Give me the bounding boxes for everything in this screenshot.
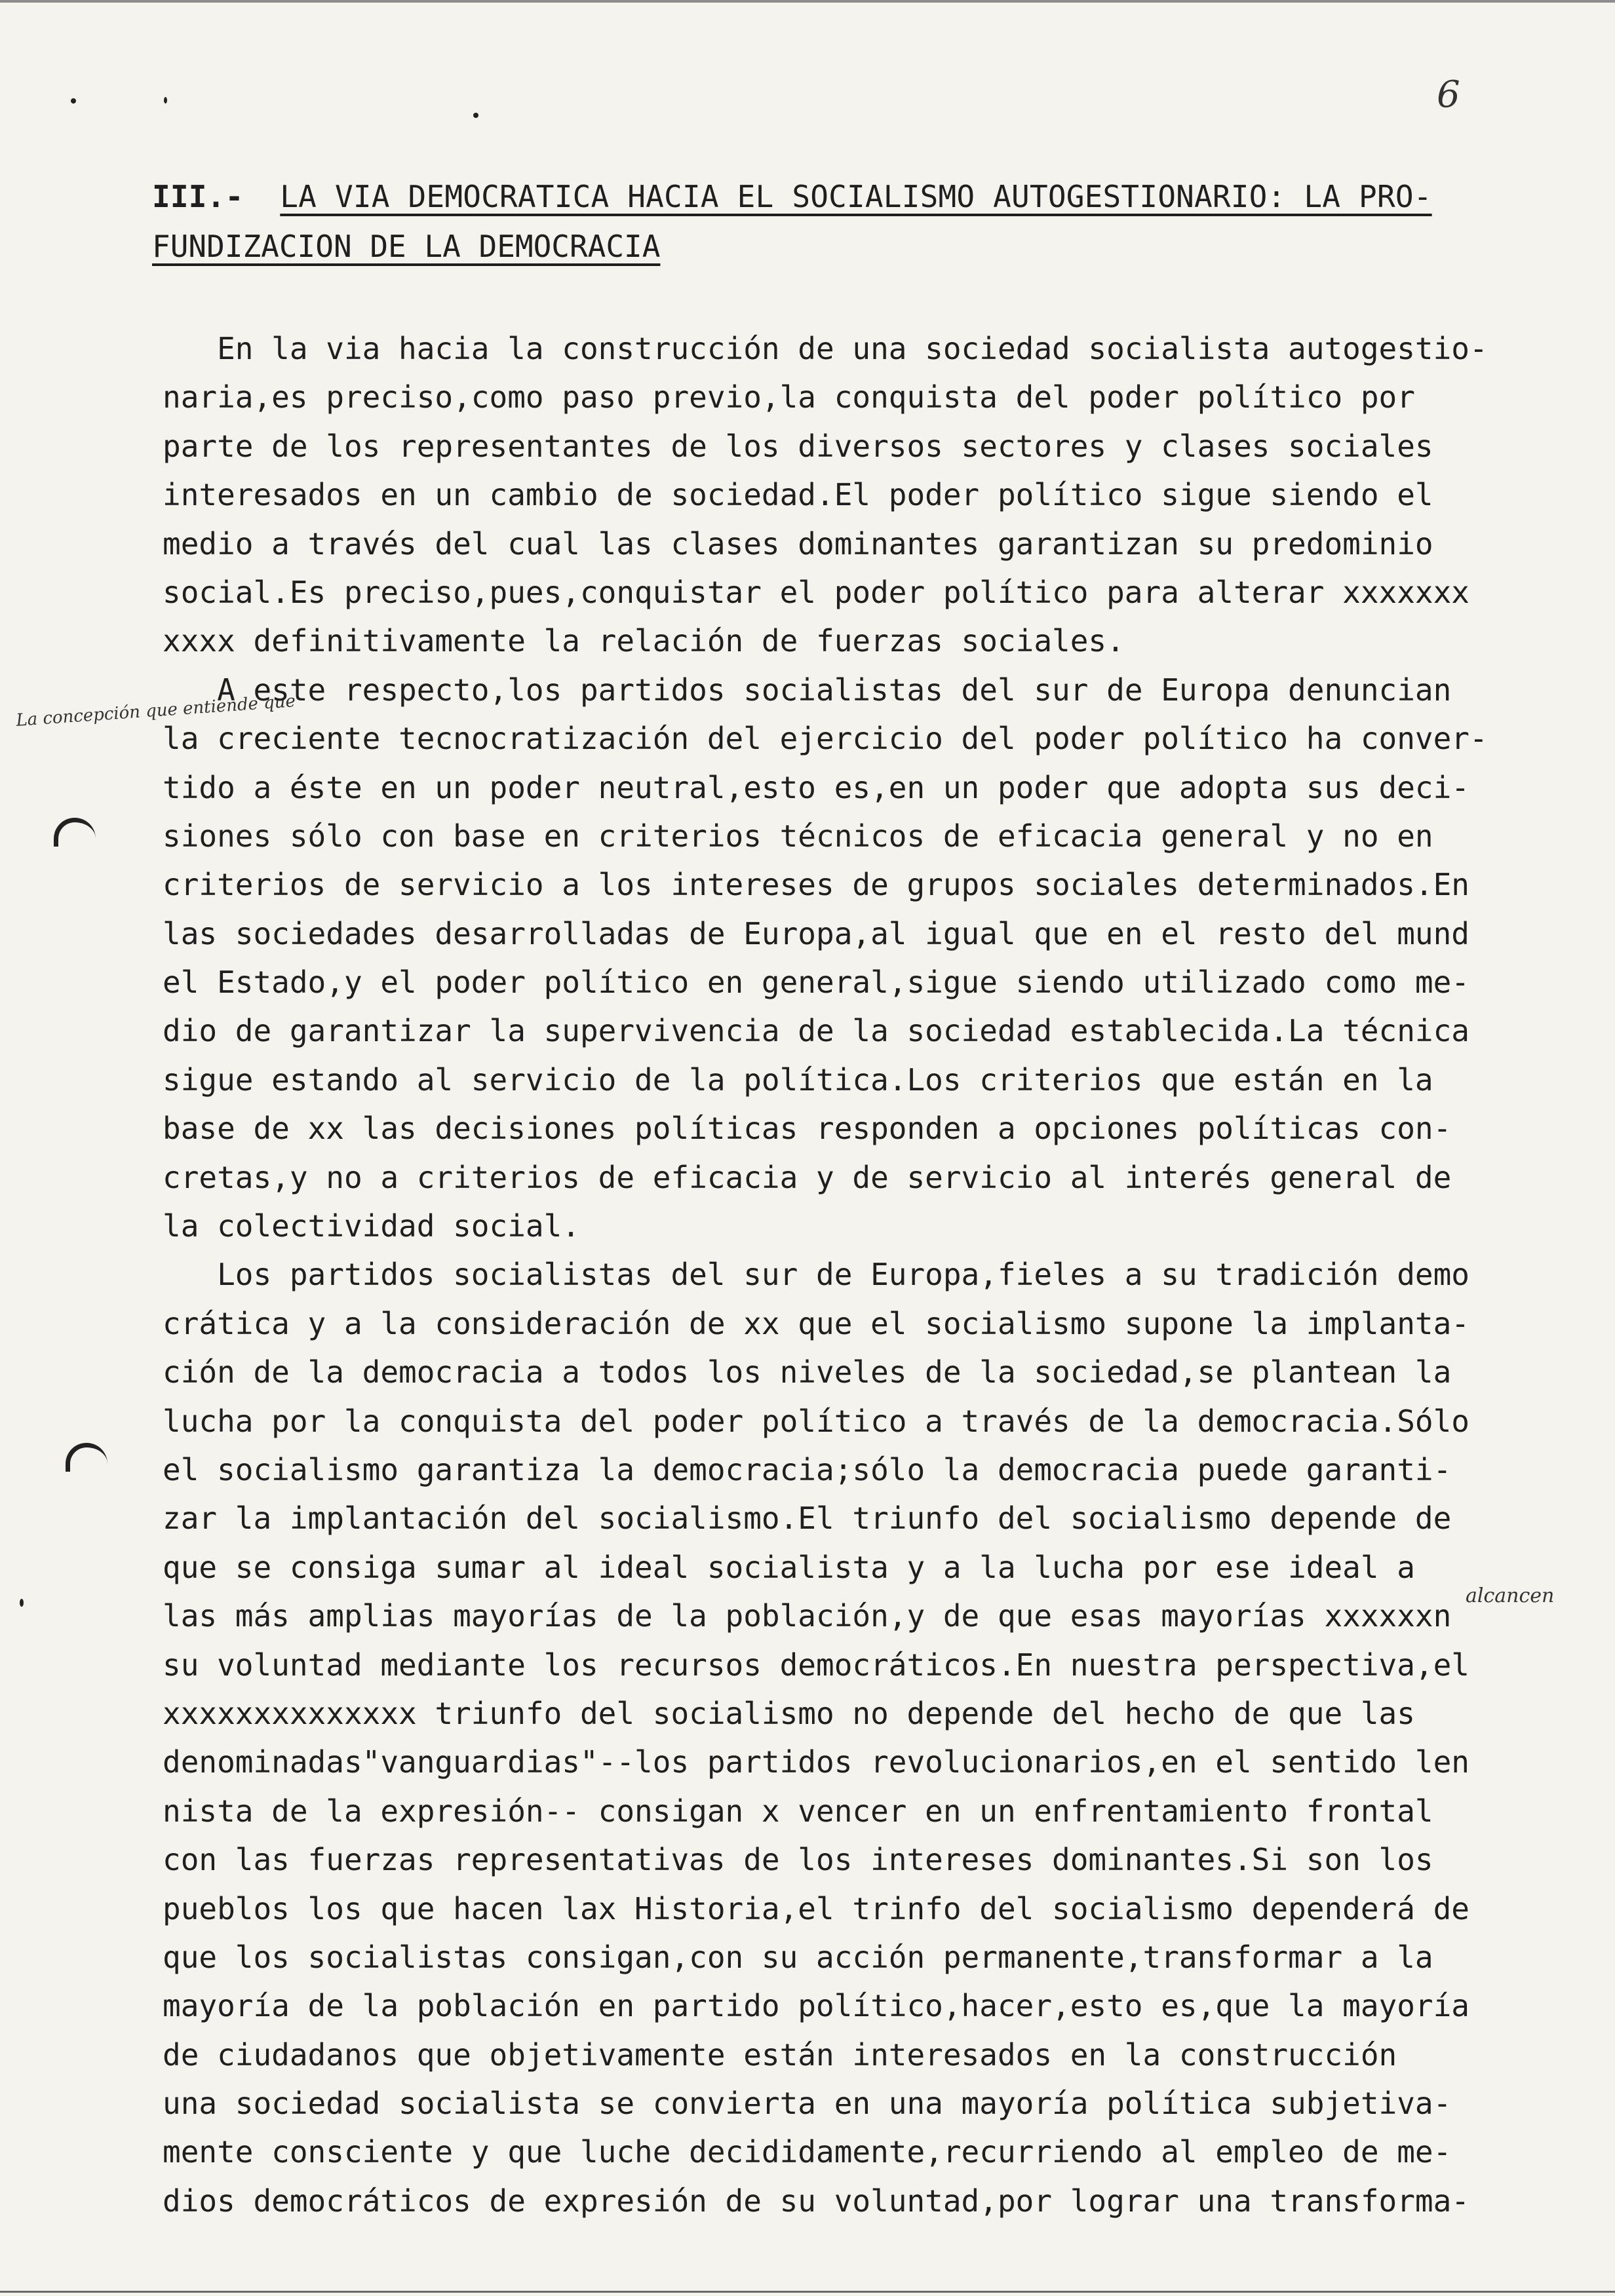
text-line: criterios de servicio a los intereses de grupos sociales determinados.En [163, 867, 1469, 903]
text-line: siones sólo con base en criterios técnicos de eficacia general y no en [163, 818, 1433, 854]
text-line: parte de los representantes de los diversos sectores y clases sociales [163, 428, 1433, 464]
text-line: sigue estando al servicio de la política.Los criterios que están en la [163, 1062, 1433, 1098]
margin-bracket-mark [54, 818, 96, 847]
text-line: que se consiga sumar al ideal socialista y a la lucha por ese ideal a [163, 1549, 1415, 1585]
text-line: interesados en un cambio de sociedad.El poder político sigue siendo el [163, 477, 1433, 513]
text-line: con las fuerzas representativas de los intereses dominantes.Si son los [163, 1842, 1433, 1878]
section-title-part2: FUNDIZACION DE LA DEMOCRACIA [152, 229, 661, 264]
text-line: de ciudadanos que objetivamente están interesados en la construcción [163, 2037, 1397, 2073]
text-line: las más amplias mayorías de la población,y de que esas mayorías xxxxxxn [163, 1598, 1452, 1634]
text-line: las sociedades desarrolladas de Europa,al igual que en el resto del mund [163, 915, 1469, 951]
text-line: mayoría de la población en partido político,hacer,esto es,que la mayoría [163, 1988, 1469, 2024]
text-line: social.Es preciso,pues,conquistar el poder político para alterar xxxxxxx [163, 574, 1469, 610]
text-line: el Estado,y el poder político en general,sigue siendo utilizado como me- [163, 965, 1469, 1001]
body-text [163, 324, 1605, 2225]
handwritten-margin-note: La concepción que entiende que [15, 691, 296, 731]
section-heading-line1 [152, 172, 1601, 221]
text-line: pueblos los que hacen lax Historia,el trinfo del socialismo dependerá de [163, 1890, 1469, 1926]
text-line: denominadas"vanguardias"--los partidos revolucionarios,en el sentido len [163, 1744, 1469, 1780]
text-line: una sociedad socialista se convierta en una mayoría política subjetiva- [163, 2086, 1452, 2122]
section-heading-line2 [152, 221, 660, 271]
text-line: crática y a la consideración de xx que el socialismo supone la implanta- [163, 1305, 1469, 1341]
stray-mark [473, 113, 478, 118]
text-line: xxxx definitivamente la relación de fuerzas sociales. [163, 623, 1125, 659]
section-number: III.- [152, 179, 244, 214]
text-line: zar la implantación del socialismo.El triunfo del socialismo depende de [163, 1501, 1452, 1537]
stray-mark [71, 98, 76, 104]
section-title-part1: LA VIA DEMOCRATICA HACIA EL SOCIALISMO AUTOGESTIONARIO: LA PRO- [280, 179, 1432, 214]
text-line: tido a éste en un poder neutral,esto es,en un poder que adopta sus deci- [163, 769, 1469, 805]
text-line: el socialismo garantiza la democracia;sólo la democracia puede garanti- [163, 1451, 1452, 1487]
text-line: Los partidos socialistas del sur de Europa,fieles a su tradición demo [163, 1257, 1469, 1293]
margin-bracket-mark [66, 1443, 107, 1472]
text-line: mente consciente y que luche decididamente,recurriendo al empleo de me- [163, 2134, 1452, 2170]
stray-mark [164, 97, 167, 104]
text-line: A este respecto,los partidos socialistas del sur de Europa denuncian [163, 672, 1452, 708]
text-line: su voluntad mediante los recursos democráticos.En nuestra perspectiva,el [163, 1647, 1469, 1683]
text-line: dio de garantizar la supervivencia de la sociedad establecida.La técnica [163, 1013, 1469, 1049]
handwritten-correction: alcancen [1466, 1584, 1555, 1607]
stray-mark [20, 1599, 24, 1607]
text-line: base de xx las decisiones políticas responden a opciones políticas con- [163, 1111, 1452, 1147]
text-line: la creciente tecnocratización del ejercicio del poder político ha conver- [163, 721, 1488, 757]
text-line: medio a través del cual las clases dominantes garantizan su predominio [163, 526, 1433, 562]
text-line: nista de la expresión-- consigan x vencer en un enfrentamiento frontal [163, 1793, 1433, 1829]
text-line: dios democráticos de expresión de su voluntad,por lograr una transforma- [163, 2183, 1469, 2219]
text-line: ción de la democracia a todos los niveles de la sociedad,se plantean la [163, 1354, 1452, 1390]
text-line: que los socialistas consigan,con su acción permanente,transformar a la [163, 1939, 1433, 1975]
text-line: lucha por la conquista del poder político a través de la democracia.Sólo [163, 1403, 1469, 1439]
text-line: cretas,y no a criterios de eficacia y de servicio al interés general de [163, 1159, 1452, 1195]
text-line: En la via hacia la construcción de una sociedad socialista autogestio- [163, 331, 1488, 366]
text-line: xxxxxxxxxxxxxx triunfo del socialismo no depende del hecho de que las [163, 1695, 1415, 1731]
text-line: la colectividad social. [163, 1208, 580, 1244]
page-number: 6 [1437, 73, 1460, 116]
text-line: naria,es preciso,como paso previo,la conquista del poder político por [163, 379, 1415, 415]
top-edge-rule [0, 0, 1615, 3]
bottom-edge-rule [0, 2291, 1615, 2293]
